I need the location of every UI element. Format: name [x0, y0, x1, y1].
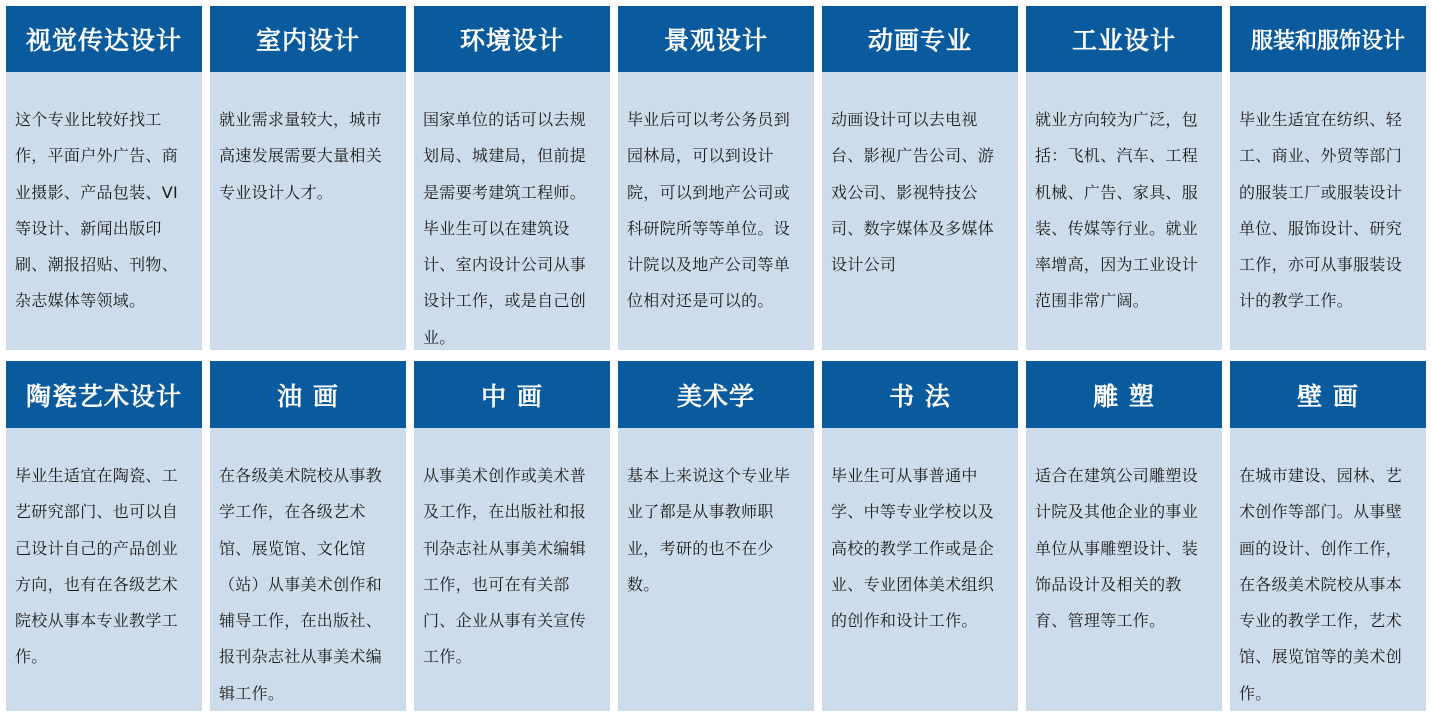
card-text: 适合在建筑公司雕塑设计院及其他企业的事业单位从事雕塑设计、装饰品设计及相关的教育、管理等工作。 — [1035, 466, 1199, 631]
card-title: 雕 塑 — [1026, 361, 1222, 428]
card-landscape-design — [618, 6, 814, 350]
card-title: 美术学 — [618, 361, 814, 428]
card-fine-arts — [618, 361, 814, 711]
card-oil-painting — [210, 361, 406, 711]
card-title: 工业设计 — [1026, 6, 1222, 72]
card-text: 基本上来说这个专业毕业了都是从事教师职业，考研的也不在少数。 — [627, 466, 791, 594]
card-title: 视觉传达设计 — [6, 6, 202, 72]
card-title: 服装和服饰设计 — [1230, 6, 1426, 72]
card-mural-painting — [1230, 361, 1426, 711]
card-title: 中 画 — [414, 361, 610, 428]
card-animation — [822, 6, 1018, 350]
card-title: 陶瓷艺术设计 — [6, 361, 202, 428]
card-ceramic-art — [6, 361, 202, 711]
card-calligraphy — [822, 361, 1018, 711]
card-title: 油 画 — [210, 361, 406, 428]
card-text: 毕业生适宜在纺织、轻工、商业、外贸等部门的服装工厂或服装设计单位、服饰设计、研究工作，亦可从事服装设计的教学工作。 — [1239, 110, 1403, 311]
card-title: 环境设计 — [414, 6, 610, 72]
card-chinese-painting — [414, 361, 610, 711]
card-title: 室内设计 — [210, 6, 406, 72]
card-title: 书 法 — [822, 361, 1018, 428]
card-text: 从事美术创作或美术普及工作，在出版社和报刊杂志社从事美术编辑工作，也可在有关部门、企业从事有关宣传工作。 — [423, 466, 587, 667]
card-text: 动画设计可以去电视台、影视广告公司、游戏公司、影视特技公司、数字媒体及多媒体设计公司 — [831, 110, 995, 275]
card-environment-design — [414, 6, 610, 350]
card-title: 动画专业 — [822, 6, 1018, 72]
card-text: 国家单位的话可以去规划局、城建局，但前提是需要考建筑工程师。毕业生可以在建筑设计、室内设计公司从事设计工作，或是自己创业。 — [423, 110, 587, 347]
card-fashion-design — [1230, 6, 1426, 350]
card-interior-design — [210, 6, 406, 350]
card-text: 这个专业比较好找工作，平面户外广告、商业摄影、产品包装、VI 等设计、新闻出版印刷、潮报招贴、刊物、杂志媒体等领域。 — [15, 110, 179, 311]
card-title: 壁 画 — [1230, 361, 1426, 428]
card-text: 毕业生可从事普通中学、中等专业学校以及高校的教学工作或是企业、专业团体美术组织的创作和设计工作。 — [831, 466, 995, 631]
card-text: 毕业生适宜在陶瓷、工艺研究部门、也可以自己设计自己的产品创业方向，也有在各级艺术院校从事本专业教学工作。 — [15, 466, 179, 667]
card-industrial-design — [1026, 6, 1222, 350]
card-text: 就业方向较为广泛，包括：飞机、汽车、工程机械、广告、家具、服装、传媒等行业。就业率增高，因为工业设计范围非常广阔。 — [1035, 110, 1199, 311]
card-text: 在城市建设、园林、艺术创作等部门。从事壁画的设计、创作工作，在各级美术院校从事本专业的教学工作，艺术馆、展览馆等的美术创作。 — [1239, 466, 1403, 703]
card-title: 景观设计 — [618, 6, 814, 72]
card-text: 毕业后可以考公务员到园林局，可以到设计院，可以到地产公司或科研院所等等单位。设计院以及地产公司等单位相对还是可以的。 — [627, 110, 791, 311]
card-text: 在各级美术院校从事教学工作，在各级艺术馆、展览馆、文化馆（站）从事美术创作和辅导工作，在出版社、报刊杂志社从事美术编辑工作。 — [219, 466, 383, 703]
card-text: 就业需求量较大，城市高速发展需要大量相关专业设计人才。 — [219, 110, 383, 202]
card-visual-communication — [6, 6, 202, 350]
card-sculpture — [1026, 361, 1222, 711]
